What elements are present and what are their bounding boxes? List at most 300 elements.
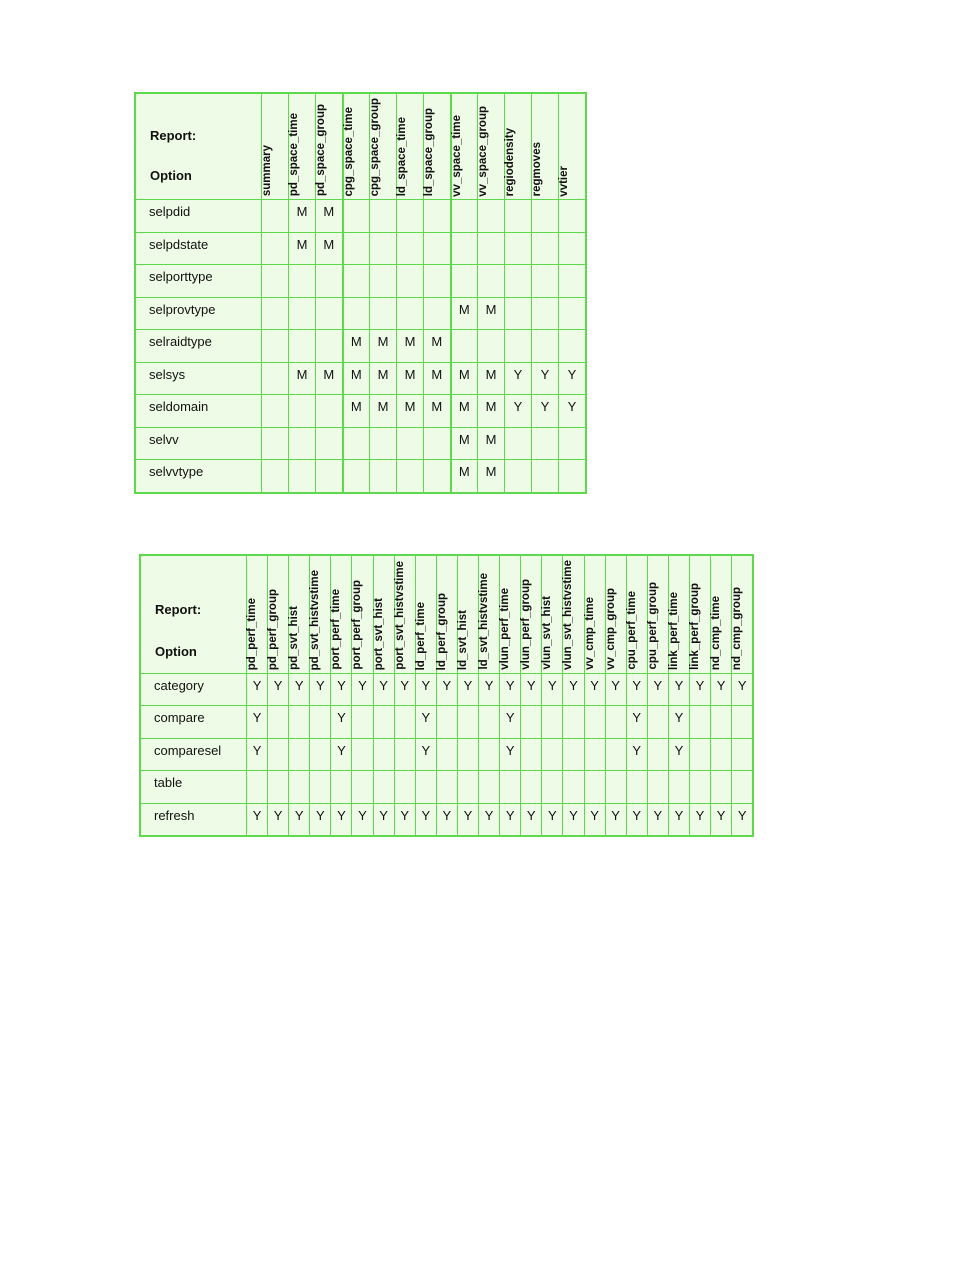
cell-value [505, 200, 531, 204]
cell-value [262, 330, 288, 334]
column-header-label: link_perf_time [667, 591, 680, 670]
row-label-text: selpdid [149, 204, 191, 220]
cell-value: M [323, 236, 335, 252]
table-cell [479, 803, 500, 836]
cell-value: Y [379, 677, 388, 693]
cell-value [374, 706, 394, 710]
cell-value [289, 395, 315, 399]
cell-value [559, 428, 585, 432]
row-label-text: comparesel [154, 742, 222, 758]
table-cell [370, 395, 397, 428]
table-cell [436, 771, 457, 804]
cell-value [585, 739, 605, 743]
column-header [247, 556, 268, 674]
table-row [141, 706, 753, 739]
cell-value [289, 706, 309, 710]
table-cell [532, 232, 559, 265]
cell-value [563, 771, 583, 775]
table-cell [424, 330, 451, 363]
column-header-label: vlun_svt_histvstime [562, 560, 575, 670]
cell-value [395, 706, 415, 710]
cell-value [352, 739, 372, 743]
cell-value: Y [358, 677, 367, 693]
cell-value [289, 330, 315, 334]
column-header-label: pd_perf_time [246, 597, 258, 670]
cell-value: Y [421, 807, 431, 823]
cell-value [395, 771, 415, 775]
table-cell [732, 738, 753, 771]
cell-value: M [404, 334, 416, 350]
table-cell [352, 803, 373, 836]
table-cell [457, 706, 478, 739]
table-cell [316, 265, 343, 298]
cell-value: M [323, 366, 335, 382]
cell-value: Y [315, 807, 325, 823]
table-cell [370, 232, 397, 265]
cell-value [262, 460, 288, 464]
cell-value: Y [526, 677, 536, 693]
cell-value: Y [674, 710, 684, 726]
cell-value: Y [569, 807, 578, 823]
column-header [478, 94, 505, 200]
table-cell [605, 771, 626, 804]
table-cell [559, 330, 586, 363]
table-cell [732, 706, 753, 739]
cell-value [344, 233, 370, 237]
table-cell [370, 427, 397, 460]
cell-value [732, 706, 752, 710]
cell-value [505, 330, 531, 334]
column-header [584, 556, 605, 674]
table-cell [689, 771, 710, 804]
cell-value [732, 739, 752, 743]
table-cell [542, 738, 563, 771]
cell-value [559, 330, 585, 334]
cell-value [479, 739, 499, 743]
cell-value [711, 771, 731, 775]
cell-value [289, 771, 309, 775]
table-cell [584, 706, 605, 739]
cell-value [563, 706, 583, 710]
column-header-label: cpu_perf_group [646, 582, 659, 670]
cell-value [370, 428, 396, 432]
cell-value [690, 706, 710, 710]
column-header-label: pd_space_group [315, 104, 327, 197]
row-label-text: refresh [154, 807, 195, 823]
cell-value [268, 739, 288, 743]
column-header-label: regmoves [531, 142, 543, 197]
cell-value: M [296, 236, 308, 252]
column-header-label: vv_cmp_group [604, 588, 617, 670]
cell-value: Y [513, 399, 523, 415]
column-header [559, 94, 586, 200]
corner-header [136, 94, 262, 200]
cell-value: Y [674, 677, 684, 693]
column-header [626, 556, 647, 674]
cell-value [521, 739, 541, 743]
table-cell [532, 362, 559, 395]
table-cell [647, 673, 668, 706]
cell-value [627, 771, 647, 775]
column-header-label: pd_perf_group [267, 588, 280, 670]
cell-value [316, 395, 342, 399]
report-option-table-performance [140, 555, 753, 836]
table-cell [732, 771, 753, 804]
row-label [136, 460, 262, 493]
table-row [136, 395, 586, 428]
table-cell [532, 330, 559, 363]
cell-value: Y [252, 710, 262, 726]
cell-value [648, 706, 668, 710]
cell-value: Y [400, 677, 410, 693]
table-cell [711, 706, 732, 739]
table-row [136, 200, 586, 233]
table-cell [436, 673, 457, 706]
cell-value [559, 200, 585, 204]
cell-value: M [458, 399, 470, 415]
column-header [457, 556, 478, 674]
cell-value [505, 265, 531, 269]
table-cell [436, 706, 457, 739]
table-cell [457, 738, 478, 771]
column-header [711, 556, 732, 674]
cell-value [289, 298, 315, 302]
table-cell [289, 738, 310, 771]
cell-value [711, 739, 731, 743]
row-label [136, 330, 262, 363]
table-cell [559, 265, 586, 298]
cell-value [478, 330, 504, 334]
cell-value: M [431, 399, 443, 415]
cell-value: M [485, 366, 497, 382]
cell-value [542, 739, 562, 743]
cell-value: Y [421, 677, 431, 693]
table-cell [521, 738, 542, 771]
cell-value [289, 460, 315, 464]
table-cell [532, 460, 559, 493]
table-cell [316, 330, 343, 363]
column-header-label: vv_space_group [477, 105, 489, 197]
cell-value [262, 200, 288, 204]
cell-value [268, 706, 288, 710]
cell-value [316, 428, 342, 432]
column-header [310, 556, 331, 674]
table-cell [436, 803, 457, 836]
cell-value: M [485, 301, 497, 317]
column-header [505, 94, 532, 200]
table-cell [343, 330, 370, 363]
cell-value [606, 739, 626, 743]
cell-value [370, 298, 396, 302]
table-cell [262, 362, 289, 395]
corner-header [141, 556, 247, 674]
table-cell [397, 265, 424, 298]
cell-value: Y [273, 677, 283, 693]
cell-value: Y [421, 710, 431, 726]
column-header [331, 556, 352, 674]
table-cell [289, 330, 316, 363]
table-cell [394, 803, 415, 836]
cell-value: Y [716, 677, 726, 693]
table-cell [626, 738, 647, 771]
column-header [647, 556, 668, 674]
column-header-label: vv_space_time [450, 114, 463, 197]
cell-value: Y [674, 807, 684, 823]
cell-value: Y [505, 807, 515, 823]
table-row [141, 771, 753, 804]
table-cell [478, 265, 505, 298]
row-label-text: compare [154, 710, 205, 726]
table-cell [542, 803, 563, 836]
cell-value [458, 739, 478, 743]
table-cell [316, 427, 343, 460]
cell-value: Y [337, 710, 346, 726]
cell-value: Y [611, 807, 620, 823]
column-header-label: vvtier [558, 165, 570, 197]
table-cell [316, 297, 343, 330]
column-header [397, 94, 424, 200]
table-cell [343, 362, 370, 395]
row-label [136, 200, 262, 233]
column-header [668, 556, 689, 674]
table-cell [532, 200, 559, 233]
column-header [732, 556, 753, 674]
cell-value: Y [513, 366, 523, 382]
table-cell [500, 706, 521, 739]
table-cell [689, 706, 710, 739]
table-cell [542, 771, 563, 804]
table-cell [397, 395, 424, 428]
cell-value: Y [526, 807, 536, 823]
column-header-label: cpg_space_time [342, 106, 355, 197]
cell-value: Y [379, 807, 388, 823]
cell-value [479, 771, 499, 775]
option-label: Option [150, 168, 192, 183]
cell-value [532, 298, 558, 302]
column-header-label: pd_svt_hist [288, 606, 301, 670]
cell-value: M [458, 464, 470, 480]
row-label [136, 232, 262, 265]
table-cell [247, 673, 268, 706]
cell-value [424, 265, 450, 269]
table-cell [451, 362, 478, 395]
table-cell [397, 297, 424, 330]
cell-value: Y [505, 742, 515, 758]
table-cell [478, 427, 505, 460]
table-cell [668, 738, 689, 771]
table-cell [559, 232, 586, 265]
table-cell [732, 803, 753, 836]
table-cell [668, 706, 689, 739]
cell-value: M [485, 464, 497, 480]
cell-value: M [458, 301, 470, 317]
cell-value [397, 298, 423, 302]
table-cell [559, 200, 586, 233]
column-header [268, 556, 289, 674]
row-label [136, 427, 262, 460]
cell-value: Y [540, 366, 550, 382]
column-header-label: ld_svt_hist [456, 609, 469, 670]
table-cell [415, 706, 436, 739]
cell-value: Y [252, 677, 262, 693]
table-cell [500, 673, 521, 706]
table-cell [451, 330, 478, 363]
cell-value: Y [337, 677, 346, 693]
column-header-label: vv_cmp_time [583, 597, 596, 670]
cell-value [424, 428, 450, 432]
table-cell [424, 427, 451, 460]
cell-value: Y [695, 807, 705, 823]
table-cell [373, 771, 394, 804]
report-option-table-space [135, 93, 586, 493]
table-cell [647, 706, 668, 739]
table-cell [605, 803, 626, 836]
column-header-label: ld_perf_group [435, 592, 448, 670]
table-cell [397, 460, 424, 493]
table-cell [247, 771, 268, 804]
table-cell [331, 706, 352, 739]
table-cell [373, 738, 394, 771]
table-cell [394, 738, 415, 771]
cell-value [437, 739, 457, 743]
cell-value [310, 739, 330, 743]
cell-value [505, 460, 531, 464]
cell-value: Y [337, 807, 346, 823]
table-cell [605, 738, 626, 771]
cell-value [532, 233, 558, 237]
cell-value [310, 706, 330, 710]
row-label-text: selvvtype [149, 464, 204, 480]
table-cell [505, 330, 532, 363]
column-header-label: nd_cmp_time [710, 595, 723, 670]
cell-value: Y [484, 677, 494, 693]
cell-value [563, 739, 583, 743]
column-header-label: pd_svt_histvstime [309, 569, 322, 670]
cell-value: Y [632, 710, 642, 726]
cell-value [437, 771, 457, 775]
table-cell [343, 460, 370, 493]
table-row [136, 330, 586, 363]
table-cell [505, 427, 532, 460]
column-header-label: vlun_perf_time [499, 588, 512, 670]
cell-value [310, 771, 330, 775]
cell-value [478, 265, 504, 269]
cell-value: Y [653, 677, 663, 693]
table-cell [647, 738, 668, 771]
table-cell [478, 460, 505, 493]
cell-value: Y [653, 807, 663, 823]
cell-value: Y [632, 742, 642, 758]
cell-value: M [458, 366, 470, 382]
table-cell [289, 265, 316, 298]
table-cell [505, 265, 532, 298]
row-label-text: selvv [149, 431, 179, 447]
cell-value [606, 771, 626, 775]
row-label-text: category [154, 677, 204, 693]
cell-value [690, 739, 710, 743]
table-cell [262, 427, 289, 460]
column-header-label: port_svt_histvstime [393, 561, 406, 670]
table-cell [559, 297, 586, 330]
cell-value: Y [400, 807, 410, 823]
column-header [289, 556, 310, 674]
table-cell [415, 673, 436, 706]
header-row [141, 556, 753, 674]
cell-value [559, 265, 585, 269]
table-cell [424, 265, 451, 298]
table-cell [559, 362, 586, 395]
table-cell [415, 803, 436, 836]
column-header [532, 94, 559, 200]
column-header [479, 556, 500, 674]
column-header-label: ld_perf_time [414, 601, 427, 670]
table-cell [310, 771, 331, 804]
table-cell [262, 265, 289, 298]
table-cell [343, 395, 370, 428]
cell-value: Y [294, 677, 304, 693]
cell-value [458, 771, 478, 775]
table-cell [559, 460, 586, 493]
cell-value [505, 233, 531, 237]
table-cell [331, 803, 352, 836]
table-cell [478, 200, 505, 233]
column-header [542, 556, 563, 674]
table-cell [289, 673, 310, 706]
table-cell [247, 803, 268, 836]
row-label [141, 706, 247, 739]
cell-value: Y [442, 807, 452, 823]
table-cell [373, 803, 394, 836]
cell-value: Y [540, 399, 550, 415]
cell-value: Y [632, 677, 642, 693]
column-header-label: vlun_svt_hist [541, 596, 554, 670]
row-label-text: selprovtype [149, 301, 216, 317]
table-cell [711, 738, 732, 771]
cell-value [458, 706, 478, 710]
table-cell [262, 297, 289, 330]
cell-value [331, 771, 351, 775]
cell-value [316, 460, 342, 464]
table-cell [310, 803, 331, 836]
cell-value: Y [567, 366, 577, 382]
cell-value [262, 298, 288, 302]
cell-value [247, 771, 267, 775]
column-header [370, 94, 397, 200]
column-header [289, 94, 316, 200]
row-label [141, 673, 247, 706]
row-label [141, 738, 247, 771]
column-header [343, 94, 370, 200]
option-label: Option [155, 644, 197, 659]
table-cell [424, 200, 451, 233]
column-header [563, 556, 584, 674]
cell-value [532, 200, 558, 204]
cell-value [262, 233, 288, 237]
cell-value: M [350, 334, 362, 350]
cell-value [370, 460, 396, 464]
column-header-label: vlun_perf_group [520, 579, 533, 670]
cell-value [344, 298, 370, 302]
table-cell [647, 771, 668, 804]
table-cell [268, 803, 289, 836]
table-cell [262, 460, 289, 493]
column-header [605, 556, 626, 674]
cell-value: Y [442, 677, 452, 693]
cell-value [370, 265, 396, 269]
cell-value: M [485, 431, 497, 447]
table-cell [316, 200, 343, 233]
table-cell [532, 265, 559, 298]
